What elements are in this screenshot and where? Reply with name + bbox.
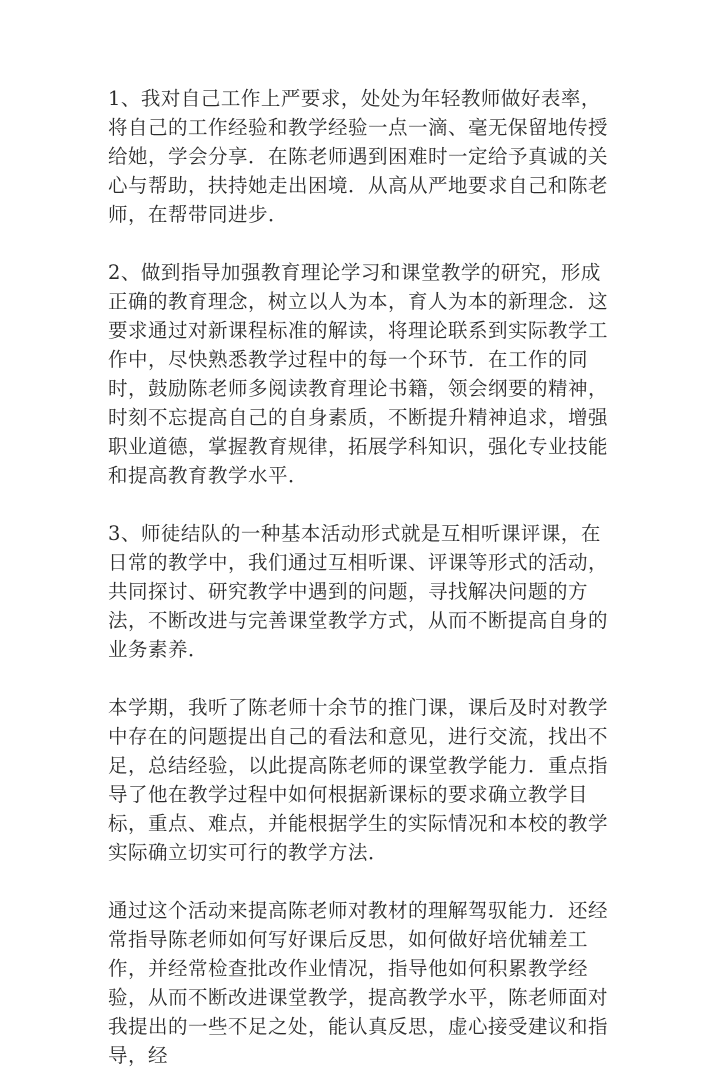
- paragraph-3: 3、师徒结队的一种基本活动形式就是互相听课评课，在日常的教学中，我们通过互相听课、评课等形式的活动，共同探讨、研究教学中遇到的问题，寻找解决问题的方法，不断改进与完善课堂教学方式，从而不断提高自身的业务素养．: [108, 522, 609, 661]
- paragraph-spacer: [108, 229, 608, 258]
- paragraph-spacer: [108, 664, 608, 693]
- document-body: [108, 84, 608, 1070]
- paragraph-5: 通过这个活动来提高陈老师对教材的理解驾驭能力．还经常指导陈老师如何写好课后反思，如何做好培优辅差工作，并经常检查批改作业情况，指导他如何积累教学经验，从而不断改进课堂教学，提高教学水平，陈老师面对我提出的一些不足之处，能认真反思，虚心接受建议和指导，经: [108, 899, 609, 1067]
- paragraph-4: 本学期，我听了陈老师十余节的推门课，课后及时对教学中存在的问题提出自己的看法和意见，进行交流，找出不足，总结经验，以此提高陈老师的课堂教学能力．重点指导了他在教学过程中如何根据新课标的要求确立教学目标，重点、难点，并能根据学生的实际情况和本校的教学实际确立切实可行的教学方法．: [108, 696, 609, 864]
- paragraph-2: 2、做到指导加强教育理论学习和课堂教学的研究，形成正确的教育理念，树立以人为本，育人为本的新理念．这要求通过对新课程标准的解读，将理论联系到实际教学工作中，尽快熟悉教学过程中的每一个环节．在工作的同时，鼓励陈老师多阅读教育理论书籍，领会纲要的精神，时刻不忘提高自己的自身素质，不断提升精神追求，增强职业道德，掌握教育规律，拓展学科知识，强化专业技能和提高教育教学水平．: [108, 261, 609, 487]
- paragraph-spacer: [108, 490, 608, 519]
- paragraph-spacer: [108, 867, 608, 896]
- paragraph-1: 1、我对自己工作上严要求，处处为年轻教师做好表率，将自己的工作经验和教学经验一点一滴、毫无保留地传授给她，学会分享．在陈老师遇到困难时一定给予真诚的关心与帮助，扶持她走出困境．从高从严地要求自己和陈老师，在帮带同进步．: [108, 87, 609, 226]
